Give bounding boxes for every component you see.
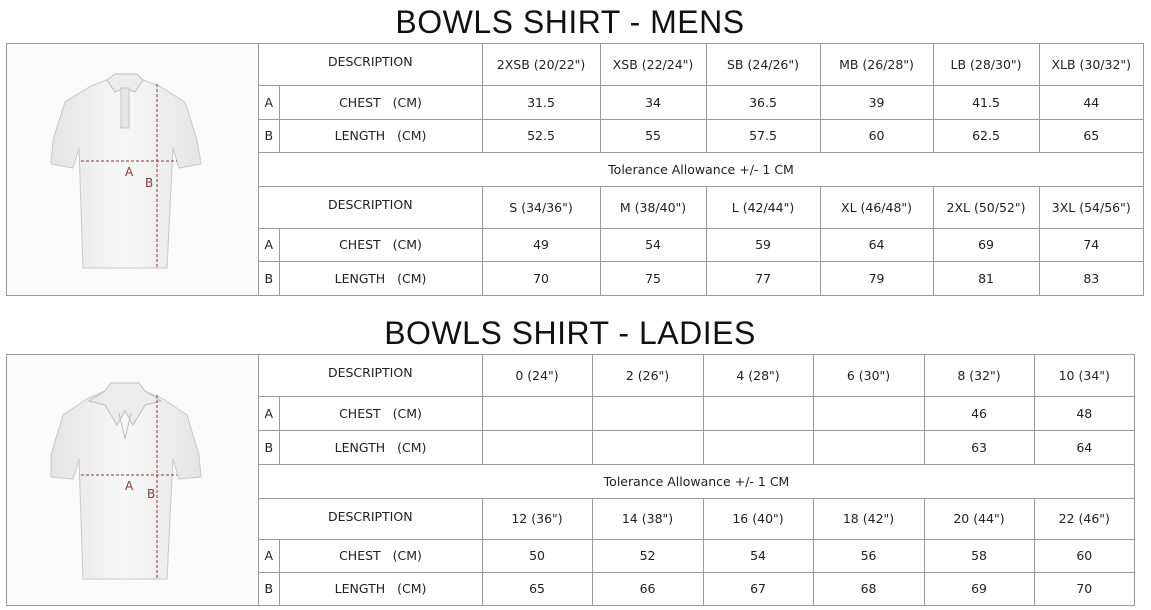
diagram-label-a: A	[125, 165, 134, 179]
description-header: DESCRIPTION	[259, 186, 482, 228]
description-header: DESCRIPTION	[259, 498, 482, 539]
table-cell: 52	[592, 539, 703, 572]
diagram-label-b: B	[145, 176, 154, 190]
row-label: LENGTH (CM)	[279, 430, 482, 464]
table-cell: 52.5	[482, 119, 600, 152]
table-row	[259, 539, 1134, 572]
table-cell: 83	[1039, 261, 1143, 295]
size-header: 12 (36")	[482, 498, 592, 539]
table-cell: 59	[706, 228, 820, 261]
ladies-size-chart	[6, 354, 1135, 606]
header-row	[259, 355, 1134, 396]
row-label: CHEST (CM)	[279, 85, 482, 119]
size-header: 2 (26")	[592, 355, 703, 396]
table-cell: 50	[482, 539, 592, 572]
table-row	[259, 430, 1134, 464]
table-cell: 70	[482, 261, 600, 295]
table-cell: 69	[933, 228, 1039, 261]
table-row	[259, 396, 1134, 430]
table-cell: 57.5	[706, 119, 820, 152]
mens-size-table	[259, 44, 1143, 295]
mens-shirt-image	[7, 44, 259, 295]
table-cell: 34	[600, 85, 706, 119]
table-cell: 74	[1039, 228, 1143, 261]
tolerance-row	[259, 464, 1134, 498]
header-row	[259, 498, 1134, 539]
row-key: B	[259, 430, 279, 464]
table-row	[259, 228, 1143, 261]
table-cell	[592, 396, 703, 430]
size-header: 10 (34")	[1034, 355, 1134, 396]
table-cell: 64	[820, 228, 933, 261]
size-header: 18 (42")	[813, 498, 924, 539]
table-cell: 58	[924, 539, 1034, 572]
mens-size-chart	[6, 43, 1144, 296]
size-header: 2XSB (20/22")	[482, 44, 600, 85]
table-cell: 68	[813, 572, 924, 605]
polo-shirt-icon	[7, 44, 258, 295]
header-row	[259, 186, 1143, 228]
row-key: A	[259, 228, 279, 261]
table-cell	[482, 430, 592, 464]
row-key: A	[259, 85, 279, 119]
ladies-shirt-image	[7, 355, 259, 605]
table-cell: 65	[1039, 119, 1143, 152]
size-header: MB (26/28")	[820, 44, 933, 85]
header-row	[259, 44, 1143, 85]
table-cell: 62.5	[933, 119, 1039, 152]
mens-title: BOWLS SHIRT - MENS	[395, 4, 745, 40]
size-header: M (38/40")	[600, 186, 706, 228]
size-header: 20 (44")	[924, 498, 1034, 539]
table-cell: 67	[703, 572, 813, 605]
table-cell: 60	[1034, 539, 1134, 572]
table-cell: 75	[600, 261, 706, 295]
table-cell: 48	[1034, 396, 1134, 430]
row-key: B	[259, 572, 279, 605]
table-cell: 70	[1034, 572, 1134, 605]
table-cell: 64	[1034, 430, 1134, 464]
size-header: 16 (40")	[703, 498, 813, 539]
table-cell: 60	[820, 119, 933, 152]
table-row	[259, 85, 1143, 119]
size-header: S (34/36")	[482, 186, 600, 228]
size-header: 22 (46")	[1034, 498, 1134, 539]
size-header: L (42/44")	[706, 186, 820, 228]
size-header: XSB (22/24")	[600, 44, 706, 85]
table-cell: 44	[1039, 85, 1143, 119]
table-cell: 31.5	[482, 85, 600, 119]
table-cell	[703, 396, 813, 430]
table-cell: 63	[924, 430, 1034, 464]
table-cell: 55	[600, 119, 706, 152]
ladies-size-table	[259, 355, 1134, 605]
table-row	[259, 572, 1134, 605]
tolerance-note: Tolerance Allowance +/- 1 CM	[259, 152, 1143, 186]
size-header: 8 (32")	[924, 355, 1034, 396]
table-cell: 49	[482, 228, 600, 261]
table-cell	[482, 396, 592, 430]
size-header: SB (24/26")	[706, 44, 820, 85]
tolerance-note: Tolerance Allowance +/- 1 CM	[259, 464, 1134, 498]
diagram-label-b: B	[147, 487, 156, 501]
table-cell: 77	[706, 261, 820, 295]
row-key: A	[259, 396, 279, 430]
row-label: CHEST (CM)	[279, 228, 482, 261]
diagram-label-a: A	[125, 479, 134, 493]
row-label: LENGTH (CM)	[279, 119, 482, 152]
table-cell	[703, 430, 813, 464]
table-cell	[592, 430, 703, 464]
table-cell: 81	[933, 261, 1039, 295]
description-header: DESCRIPTION	[259, 44, 482, 85]
table-cell: 46	[924, 396, 1034, 430]
row-key: B	[259, 261, 279, 295]
table-cell: 66	[592, 572, 703, 605]
table-cell: 36.5	[706, 85, 820, 119]
table-cell: 41.5	[933, 85, 1039, 119]
ladies-title: BOWLS SHIRT - LADIES	[384, 315, 756, 351]
row-label: CHEST (CM)	[279, 396, 482, 430]
size-header: 4 (28")	[703, 355, 813, 396]
table-cell: 65	[482, 572, 592, 605]
size-header: 14 (38")	[592, 498, 703, 539]
row-label: LENGTH (CM)	[279, 572, 482, 605]
size-header: 0 (24")	[482, 355, 592, 396]
table-row	[259, 261, 1143, 295]
size-header: XL (46/48")	[820, 186, 933, 228]
row-label: CHEST (CM)	[279, 539, 482, 572]
table-cell: 56	[813, 539, 924, 572]
size-header: 2XL (50/52")	[933, 186, 1039, 228]
tolerance-row	[259, 152, 1143, 186]
size-header: XLB (30/32")	[1039, 44, 1143, 85]
size-header: 3XL (54/56")	[1039, 186, 1143, 228]
row-key: A	[259, 539, 279, 572]
table-cell	[813, 430, 924, 464]
row-key: B	[259, 119, 279, 152]
polo-shirt-icon	[7, 355, 258, 605]
table-cell: 54	[703, 539, 813, 572]
table-cell	[813, 396, 924, 430]
table-row	[259, 119, 1143, 152]
table-cell: 69	[924, 572, 1034, 605]
table-cell: 54	[600, 228, 706, 261]
row-label: LENGTH (CM)	[279, 261, 482, 295]
table-cell: 79	[820, 261, 933, 295]
size-header: 6 (30")	[813, 355, 924, 396]
description-header: DESCRIPTION	[259, 355, 482, 396]
table-cell: 39	[820, 85, 933, 119]
size-header: LB (28/30")	[933, 44, 1039, 85]
